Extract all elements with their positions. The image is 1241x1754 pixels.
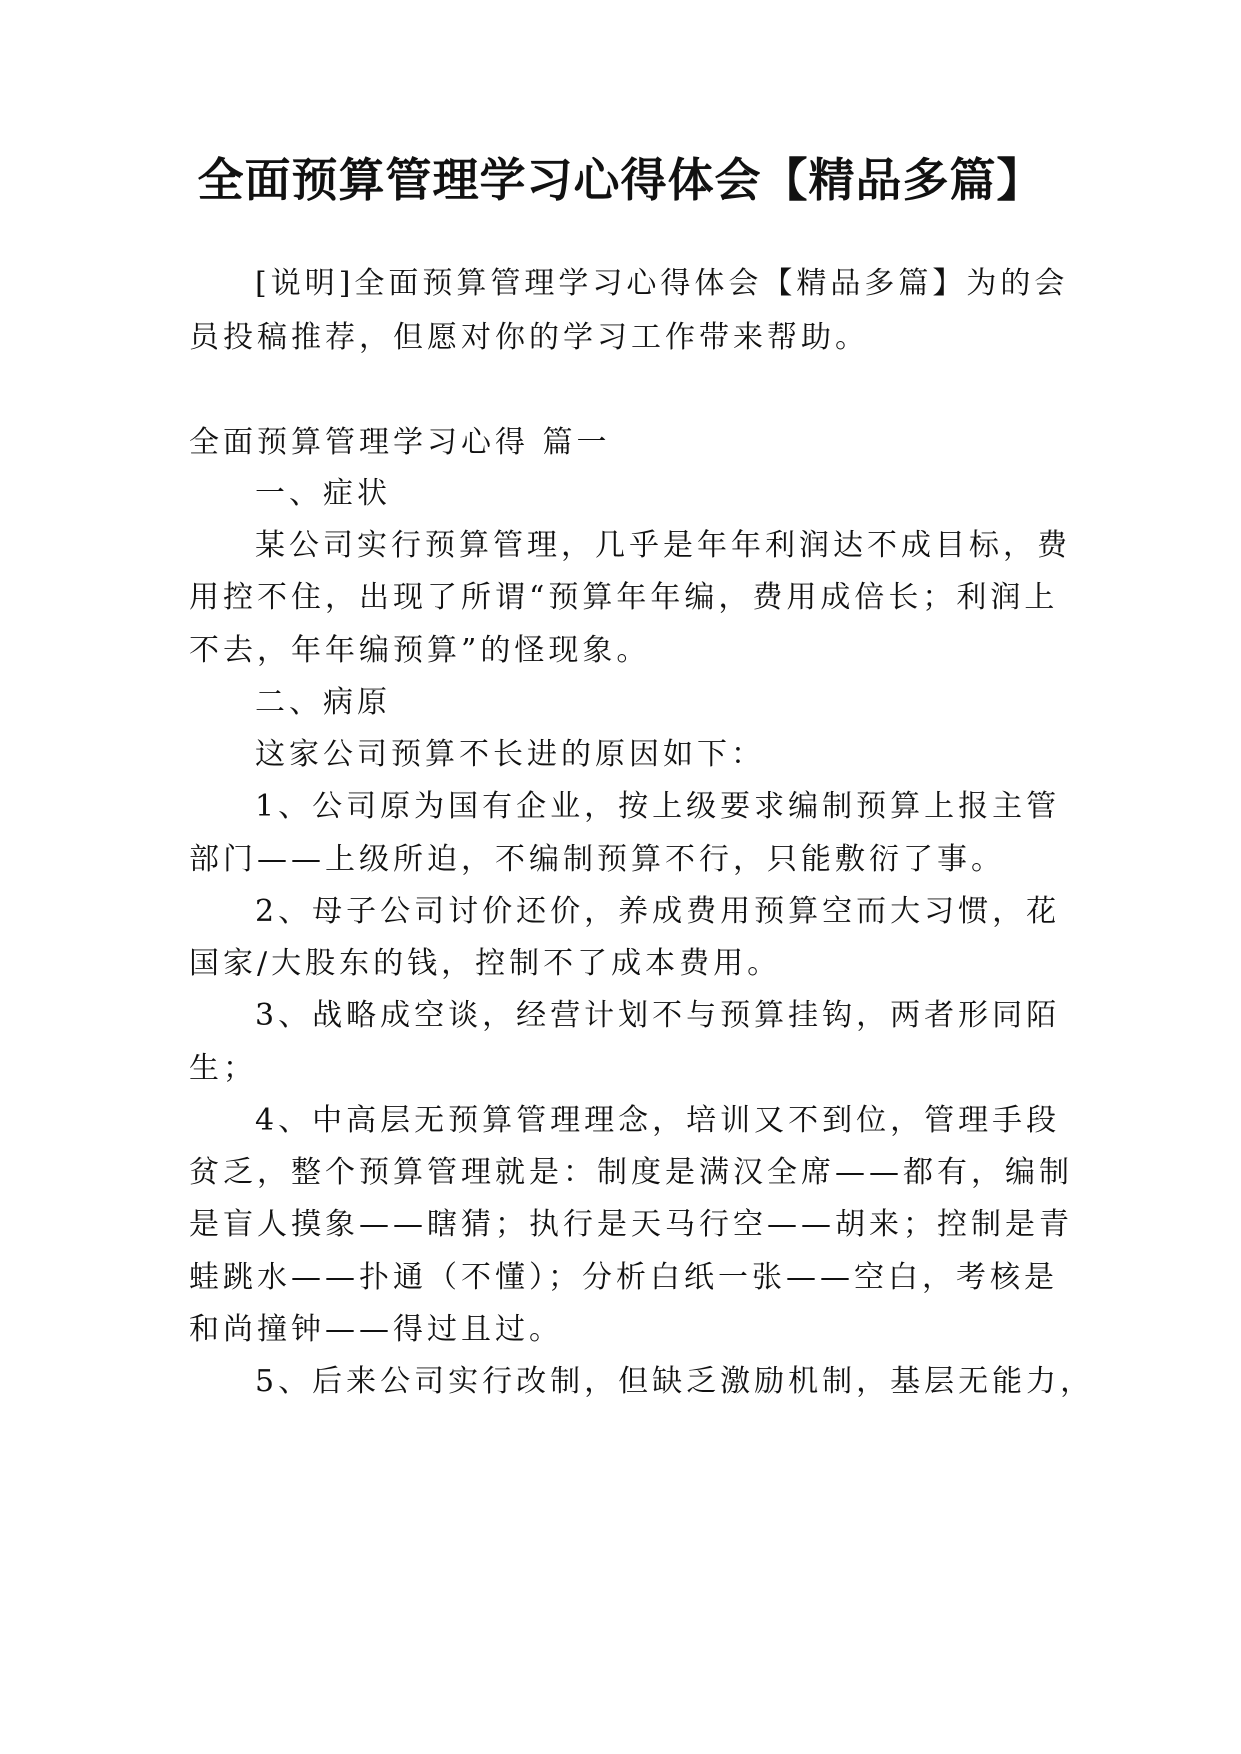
body-line: 是盲人摸象——瞎猜；执行是天马行空——胡来；控制是青 — [189, 1207, 1073, 1242]
body-line: 这家公司预算不长进的原因如下： — [255, 737, 765, 772]
list-item-4: 4、中高层无预算管理理念，培训又不到位，管理手段 — [255, 1103, 1061, 1138]
body-line: 生； — [189, 1051, 257, 1086]
heading-symptoms: 一、症状 — [255, 476, 391, 511]
body-line: 不去，年年编预算”的怪现象。 — [189, 633, 651, 668]
body-line: 和尚撞钟——得过且过。 — [189, 1312, 563, 1347]
list-item-1: 1、公司原为国有企业，按上级要求编制预算上报主管 — [255, 789, 1061, 824]
list-item-2: 2、母子公司讨价还价，养成费用预算空而大习惯，花 — [255, 894, 1061, 929]
body-line: 用控不住，出现了所谓“预算年年编，费用成倍长；利润上 — [189, 580, 1059, 615]
heading-cause: 二、病原 — [255, 685, 391, 720]
note-line-2: 员投稿推荐，但愿对你的学习工作带来帮助。 — [189, 320, 869, 355]
body-line: 贫乏，整个预算管理就是：制度是满汉全席——都有，编制 — [189, 1155, 1073, 1190]
document-title: 全面预算管理学习心得体会【精品多篇】 — [197, 153, 1044, 207]
body-line: 国家/大股东的钱，控制不了成本费用。 — [189, 946, 782, 981]
section-heading: 全面预算管理学习心得 篇一 — [189, 425, 611, 460]
body-line: 蛙跳水——扑通（不懂）；分析白纸一张——空白，考核是 — [189, 1260, 1058, 1295]
note-line-1: [说明]全面预算管理学习心得体会【精品多篇】为的会 — [255, 266, 1069, 301]
list-item-5: 5、后来公司实行改制，但缺乏激励机制，基层无能力， — [255, 1364, 1095, 1399]
body-line: 某公司实行预算管理，几乎是年年利润达不成目标，费 — [255, 528, 1071, 563]
list-item-3: 3、战略成空谈，经营计划不与预算挂钩，两者形同陌 — [255, 998, 1061, 1033]
body-line: 部门——上级所迫，不编制预算不行，只能敷衍了事。 — [189, 842, 1005, 877]
